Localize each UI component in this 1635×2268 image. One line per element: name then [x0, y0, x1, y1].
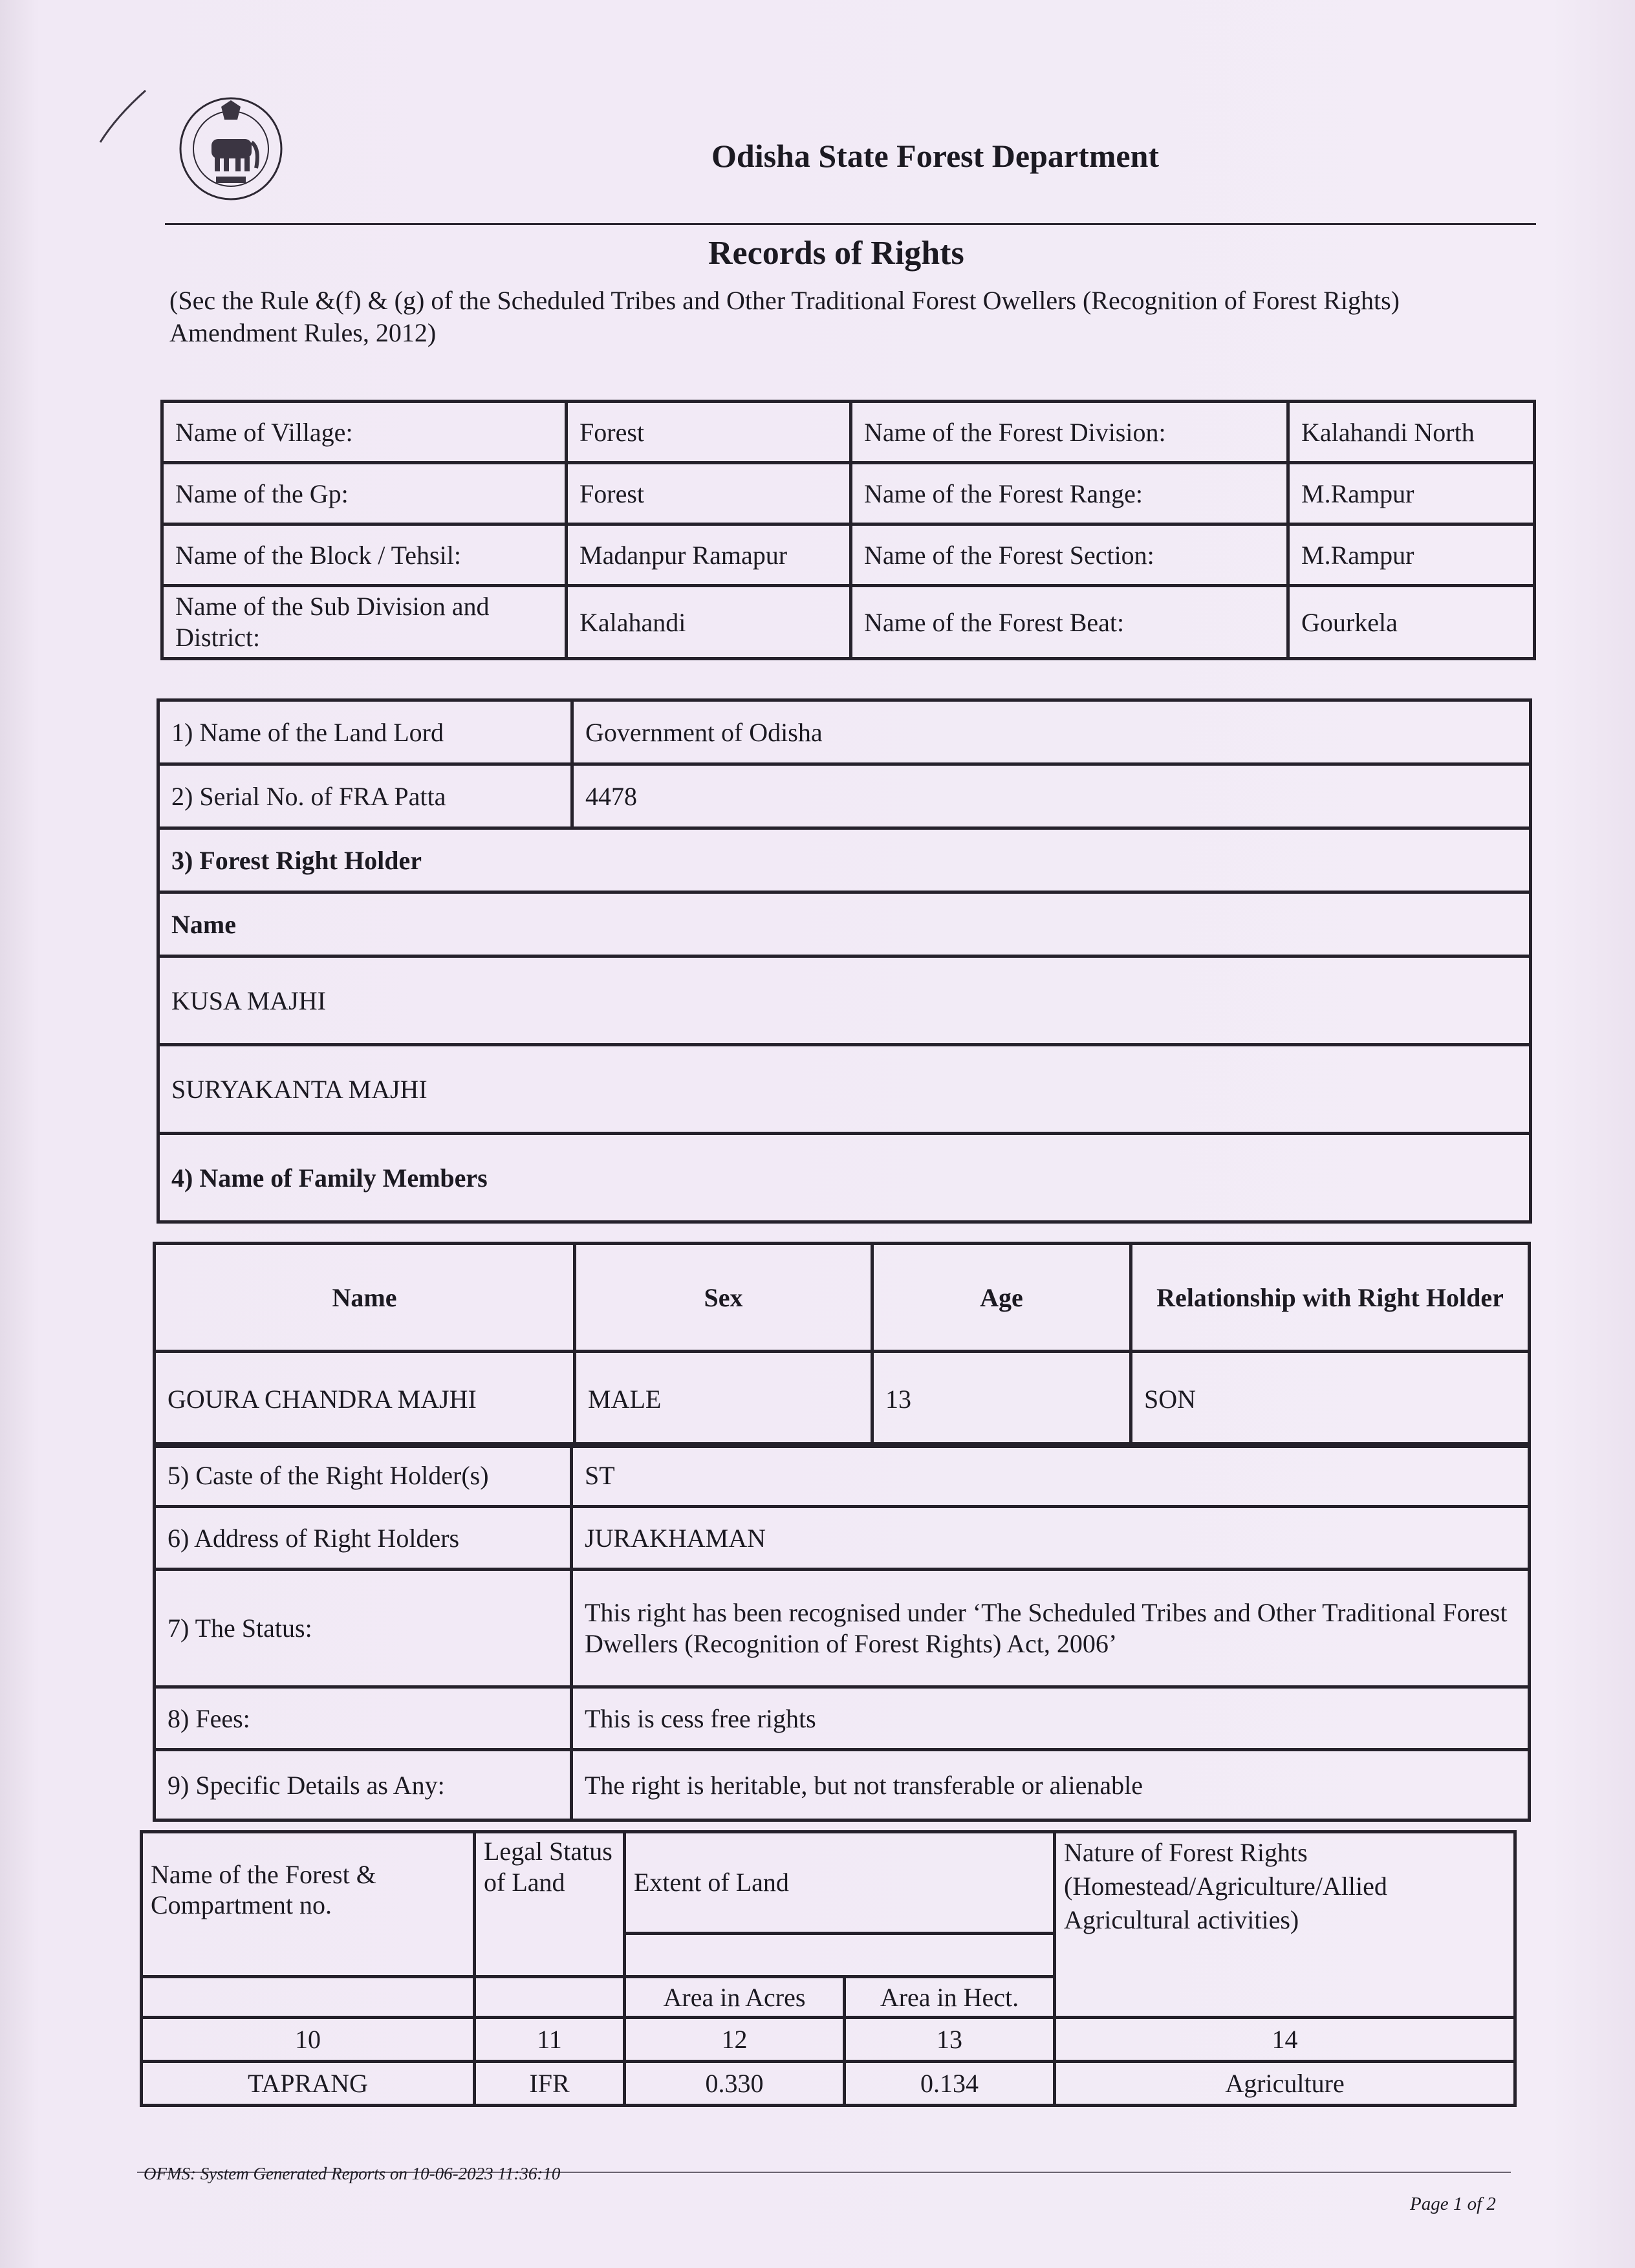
status-label: 7) The Status: [155, 1570, 572, 1687]
blank-cell [142, 1977, 475, 2018]
caste-label: 5) Caste of the Right Holder(s) [155, 1444, 572, 1507]
location-row [162, 586, 1535, 659]
pen-tick-mark [97, 87, 149, 146]
address-label: 6) Address of Right Holders [155, 1507, 572, 1570]
header-rule [165, 223, 1536, 225]
family-sex-header: Sex [575, 1244, 872, 1352]
land-lord-row [158, 700, 1531, 764]
subdivision-label: Name of the Sub Division and District: [162, 586, 567, 659]
detail-row [155, 1687, 1530, 1750]
land-lord-label: 1) Name of the Land Lord [158, 700, 572, 764]
family-member-age: 13 [872, 1352, 1131, 1447]
detail-row [155, 1444, 1530, 1507]
page-number: Page 1 of 2 [1410, 2194, 1496, 2214]
serial-row [158, 764, 1531, 828]
location-row [162, 524, 1535, 586]
fees-value: This is cess free rights [572, 1687, 1530, 1750]
family-members-table [153, 1242, 1531, 1448]
legal-status-header: Legal Status of Land [475, 1832, 625, 1977]
name-heading-row [158, 892, 1531, 956]
land-number-row [142, 2018, 1515, 2062]
document-subtitle: (Sec the Rule &(f) & (g) of the Scheduled Tribes and Other Traditional Forest Owellers (Recognition of Forest Rights) Amendment Rules, 2012) [169, 286, 1400, 347]
status-value: This right has been recognised under ‘The Scheduled Tribes and Other Traditional Forest Dwellers (Recognition of Forest Rights) Act, 2006’ [572, 1570, 1530, 1687]
location-row [162, 402, 1535, 463]
col-number-12: 12 [625, 2018, 845, 2062]
area-hect-header: Area in Hect. [845, 1977, 1055, 2018]
family-heading-row [158, 1134, 1531, 1222]
subdivision-value: Kalahandi [567, 586, 851, 659]
document-title: Records of Rights [708, 235, 964, 272]
extent-spacer [625, 1933, 1055, 1976]
village-label: Name of Village: [162, 402, 567, 463]
generated-timestamp: OFMS: System Generated Reports on 10-06-2023 11:36:10 [144, 2164, 561, 2183]
family-members-heading: 4) Name of Family Members [158, 1134, 1531, 1222]
forest-division-value: Kalahandi North [1288, 402, 1535, 463]
block-value: Madanpur Ramapur [567, 524, 851, 586]
forest-section-value: M.Rampur [1288, 524, 1535, 586]
family-header-row [155, 1244, 1530, 1352]
forest-range-value: M.Rampur [1288, 463, 1535, 524]
holder-row [158, 1045, 1531, 1134]
forest-right-holder-heading: 3) Forest Right Holder [158, 828, 1531, 892]
gp-value: Forest [567, 463, 851, 524]
family-relationship-header: Relationship with Right Holder [1131, 1244, 1530, 1352]
holder-row [158, 956, 1531, 1045]
forest-section-label: Name of the Forest Section: [851, 524, 1288, 586]
specific-details-value: The right is heritable, but not transferable or alienable [572, 1750, 1530, 1820]
block-label: Name of the Block / Tehsil: [162, 524, 567, 586]
forest-division-label: Name of the Forest Division: [851, 402, 1288, 463]
col-number-14: 14 [1055, 2018, 1515, 2062]
forest-beat-value: Gourkela [1288, 586, 1535, 659]
family-row [155, 1352, 1530, 1447]
holder-name: KUSA MAJHI [158, 956, 1531, 1045]
col-number-13: 13 [845, 2018, 1055, 2062]
nature-of-rights-header: Nature of Forest Rights (Homestead/Agriculture/Allied Agricultural activities) [1055, 1832, 1515, 2018]
land-table [140, 1830, 1517, 2107]
location-row [162, 463, 1535, 524]
col-number-10: 10 [142, 2018, 475, 2062]
legal-status-value: IFR [475, 2062, 625, 2106]
extent-of-land-header: Extent of Land [625, 1832, 1055, 1934]
family-member-sex: MALE [575, 1352, 872, 1447]
area-hect-value: 0.134 [845, 2062, 1055, 2106]
specific-details-label: 9) Specific Details as Any: [155, 1750, 572, 1820]
holder-heading-row [158, 828, 1531, 892]
land-data-row [142, 2062, 1515, 2106]
family-member-relationship: SON [1131, 1352, 1530, 1447]
fees-label: 8) Fees: [155, 1687, 572, 1750]
location-table [160, 400, 1536, 660]
area-acres-value: 0.330 [625, 2062, 845, 2106]
village-value: Forest [567, 402, 851, 463]
serial-label: 2) Serial No. of FRA Patta [158, 764, 572, 828]
odisha-emblem-icon [176, 87, 286, 207]
land-lord-value: Government of Odisha [572, 700, 1531, 764]
detail-row [155, 1507, 1530, 1570]
address-value: JURAKHAMAN [572, 1507, 1530, 1570]
forest-range-label: Name of the Forest Range: [851, 463, 1288, 524]
serial-value: 4478 [572, 764, 1531, 828]
detail-row [155, 1570, 1530, 1687]
col-number-11: 11 [475, 2018, 625, 2062]
land-header-row [142, 1832, 1515, 1934]
family-member-name: GOURA CHANDRA MAJHI [155, 1352, 575, 1447]
family-age-header: Age [872, 1244, 1131, 1352]
holder-name: SURYAKANTA MAJHI [158, 1045, 1531, 1134]
forest-beat-label: Name of the Forest Beat: [851, 586, 1288, 659]
nature-of-rights-value: Agriculture [1055, 2062, 1515, 2106]
area-acres-header: Area in Acres [625, 1977, 845, 2018]
department-title: Odisha State Forest Department [711, 138, 1160, 174]
forest-compartment-header: Name of the Forest & Compartment no. [142, 1832, 475, 1977]
forest-compartment-value: TAPRANG [142, 2062, 475, 2106]
gp-label: Name of the Gp: [162, 463, 567, 524]
holder-name-heading: Name [158, 892, 1531, 956]
detail-row [155, 1750, 1530, 1820]
family-name-header: Name [155, 1244, 575, 1352]
details-table [153, 1442, 1531, 1822]
blank-cell [475, 1977, 625, 2018]
patta-table [157, 698, 1532, 1224]
caste-value: ST [572, 1444, 1530, 1507]
